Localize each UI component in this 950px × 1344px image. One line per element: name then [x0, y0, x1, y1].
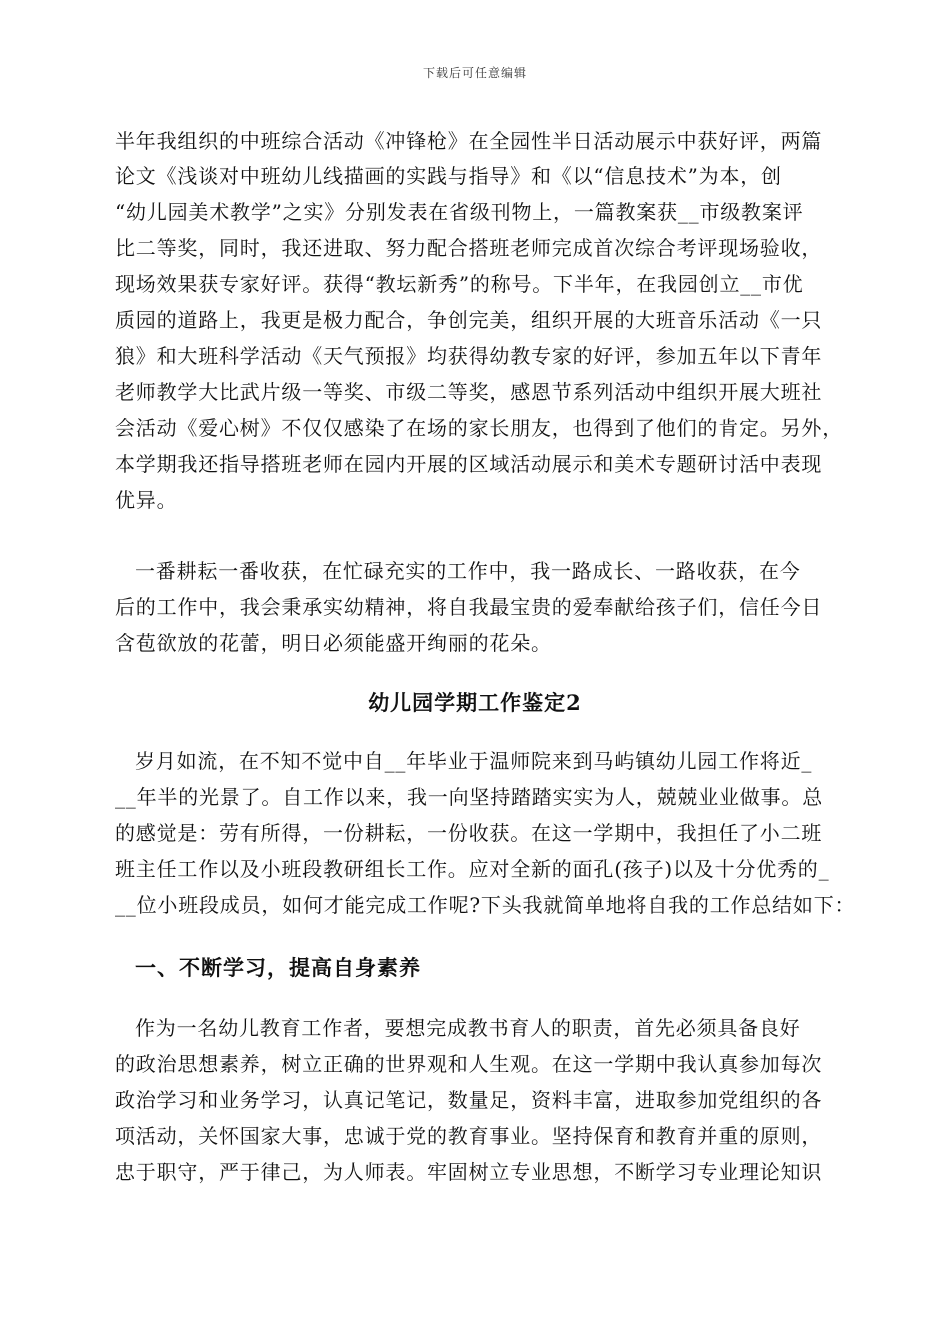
paragraph2-line-1: 一番耕耘一番收获，在忙碌充实的工作中，我一路成长、一路收获，在今: [135, 559, 801, 583]
paragraph1-line-3: “幼儿园美术教学”之实》分别发表在省级刊物上，一篇教案获__市级教案评: [115, 200, 804, 224]
page-header: 下载后可任意编辑: [422, 66, 527, 80]
paragraph4-line-1: 作为一名幼儿教育工作者，要想完成教书育人的职责，首先必须具备良好: [135, 1016, 801, 1040]
paragraph1-line-1: 半年我组织的中班综合活动《冲锋枪》在全园性半日活动展示中获好评，两篇: [115, 129, 823, 153]
paragraph4-line-3: 政治学习和业务学习，认真记笔记，数量足，资料丰富，进取参加党组织的各: [115, 1088, 823, 1112]
paragraph3-line-2: __年半的光景了。自工作以来，我一向坚持踏踏实实为人，兢兢业业做事。总: [115, 785, 823, 809]
paragraph4-line-2: 的政治思想素养，树立正确的世界观和人生观。在这一学期中我认真参加每次: [115, 1052, 823, 1076]
paragraph4-line-4: 项活动，关怀国家大事，忠诚于党的教育事业。坚持保育和教育并重的原则，: [115, 1124, 823, 1148]
paragraph1-line-5: 现场效果获专家好评。获得“教坛新秀”的称号。下半年，在我园创立__市优: [115, 272, 804, 296]
paragraph1-line-9: 会活动《爱心树》不仅仅感染了在场的家长朋友，也得到了他们的肯定。另外，: [115, 416, 843, 440]
paragraph3-line-1: 岁月如流，在不知不觉中自__年毕业于温师院来到马屿镇幼儿园工作将近_: [135, 749, 813, 773]
section-heading: 一、不断学习，提高自身素养: [135, 955, 421, 980]
paragraph1-line-4: 比二等奖，同时，我还进取、努力配合搭班老师完成首次综合考评现场验收，: [115, 236, 823, 260]
paragraph2-line-3: 含苞欲放的花蕾，明日必须能盛开绚丽的花朵。: [115, 631, 552, 655]
document-title: 幼儿园学期工作鉴定2: [368, 690, 582, 715]
paragraph1-line-11: 优异。: [115, 488, 178, 512]
paragraph1-line-10: 本学期我还指导搭班老师在园内开展的区域活动展示和美术专题研讨活中表现: [115, 452, 823, 476]
paragraph3-line-3: 的感觉是：劳有所得，一份耕耘，一份收获。在这一学期中，我担任了小二班: [115, 821, 823, 845]
paragraph1-line-6: 质园的道路上，我更是极力配合，争创完美，组织开展的大班音乐活动《一只: [115, 308, 823, 332]
paragraph2-line-2: 后的工作中，我会秉承实幼精神，将自我最宝贵的爱奉献给孩子们，信任今日: [115, 595, 823, 619]
paragraph1-line-2: 论文《浅谈对中班幼儿线描画的实践与指导》和《以“信息技术”为本，创: [115, 164, 782, 188]
paragraph3-line-4: 班主任工作以及小班段教研组长工作。应对全新的面孔(孩子)以及十分优秀的_: [115, 857, 830, 881]
paragraph4-line-5: 忠于职守，严于律己，为人师表。牢固树立专业思想，不断学习专业理论知识: [115, 1160, 823, 1184]
paragraph1-line-8: 老师教学大比武片级一等奖、市级二等奖，感恩节系列活动中组织开展大班社: [115, 380, 823, 404]
paragraph3-line-5: __位小班段成员，如何才能完成工作呢?下头我就简单地将自我的工作总结如下：: [115, 893, 856, 917]
paragraph1-line-7: 狼》和大班科学活动《天气预报》均获得幼教专家的好评，参加五年以下青年: [115, 344, 823, 368]
